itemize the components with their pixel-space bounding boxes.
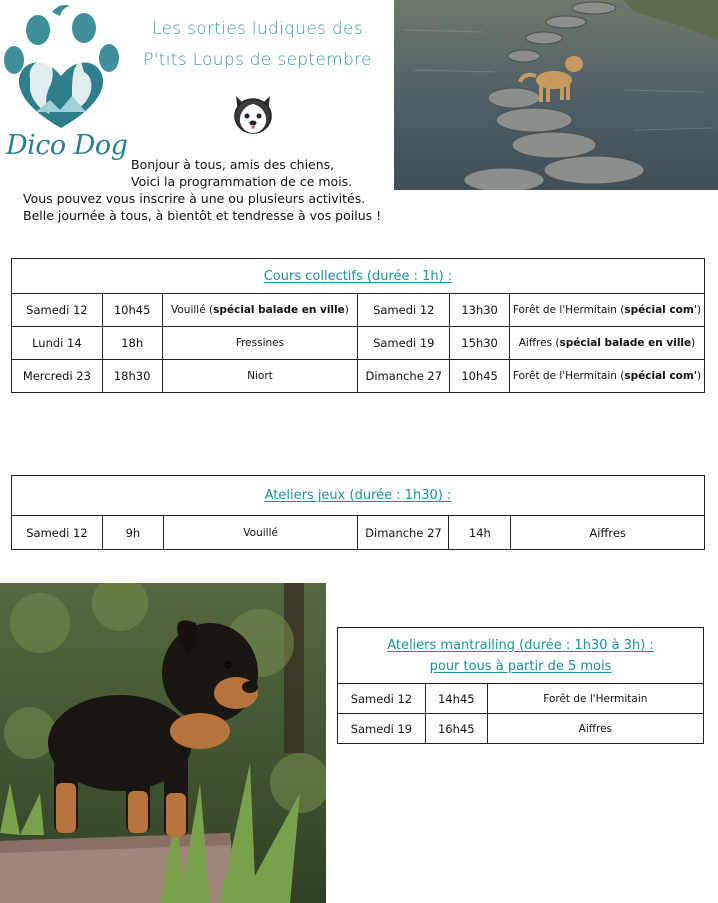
cell-time: 14h — [449, 516, 511, 550]
page-title — [130, 14, 385, 76]
photo-puppy — [0, 583, 326, 903]
ateliers-jeux-title: Ateliers jeux (durée : 1h30) : — [12, 476, 705, 516]
logo-wordmark: Dico Dog — [6, 130, 128, 161]
cell-place: Vouillé — [163, 516, 358, 550]
intro-program: Voici la programmation de ce mois. — [131, 174, 353, 189]
cell-place: Fressines — [162, 327, 358, 360]
cell-day: Lundi 14 — [12, 327, 103, 360]
cell-time: 18h30 — [102, 360, 162, 393]
cell-time: 14h45 — [425, 684, 487, 714]
cell-time: 10h45 — [450, 360, 510, 393]
table-row — [12, 294, 705, 327]
logo-emblem-icon — [0, 0, 128, 135]
table-row — [12, 360, 705, 393]
cell-day: Samedi 12 — [338, 684, 426, 714]
cell-place: Vouillé (spécial balade en ville) — [162, 294, 358, 327]
cell-day: Samedi 12 — [12, 516, 103, 550]
mantrailing-title-line-2: pour tous à partir de 5 mois — [429, 658, 612, 674]
cell-place: Forêt de l'Hermitain (spécial com') — [509, 294, 704, 327]
table-row — [338, 684, 704, 714]
cell-day: Samedi 12 — [12, 294, 103, 327]
cell-time: 16h45 — [425, 714, 487, 744]
title-line-2: P'tits Loups de septembre — [143, 50, 372, 70]
cell-day: Dimanche 27 — [358, 360, 450, 393]
cell-day: Dimanche 27 — [358, 516, 449, 550]
ateliers-jeux-table — [11, 475, 705, 550]
table-row — [338, 714, 704, 744]
cell-time: 9h — [102, 516, 163, 550]
cell-time: 10h45 — [102, 294, 162, 327]
ateliers-mantrailing-table — [337, 627, 704, 744]
cell-day: Samedi 19 — [358, 327, 450, 360]
cell-day: Samedi 19 — [338, 714, 426, 744]
mantrailing-title-line-1: Ateliers mantrailing (durée : 1h30 à 3h) : — [387, 637, 654, 653]
cell-place: Aiffres — [487, 714, 703, 744]
intro-register: Vous pouvez vous inscrire à une ou plusieurs activités. — [23, 191, 366, 206]
intro-greeting: Bonjour à tous, amis des chiens, — [131, 157, 335, 172]
dico-dog-logo — [0, 0, 128, 172]
cell-place: Forêt de l'Hermitain (spécial com') — [509, 360, 704, 393]
cell-place: Forêt de l'Hermitain — [487, 684, 703, 714]
cours-collectifs-table — [11, 258, 705, 393]
table-row — [12, 327, 705, 360]
cell-place: Aiffres — [511, 516, 705, 550]
cell-time: 13h30 — [450, 294, 510, 327]
table-row — [12, 516, 705, 550]
mantrailing-title — [338, 628, 704, 684]
cell-day: Mercredi 23 — [12, 360, 103, 393]
cell-place: Aiffres (spécial balade en ville) — [509, 327, 704, 360]
intro-closing: Belle journée à tous, à bientôt et tendresse à vos poilus ! — [23, 208, 382, 223]
cell-day: Samedi 12 — [358, 294, 450, 327]
cell-time: 18h — [102, 327, 162, 360]
title-line-1: Les sorties ludiques des — [152, 19, 363, 39]
cell-time: 15h30 — [450, 327, 510, 360]
husky-face-icon — [230, 92, 276, 136]
cours-collectifs-title: Cours collectifs (durée : 1h) : — [12, 259, 705, 294]
photo-dog-river — [394, 0, 718, 190]
cell-place: Niort — [162, 360, 358, 393]
